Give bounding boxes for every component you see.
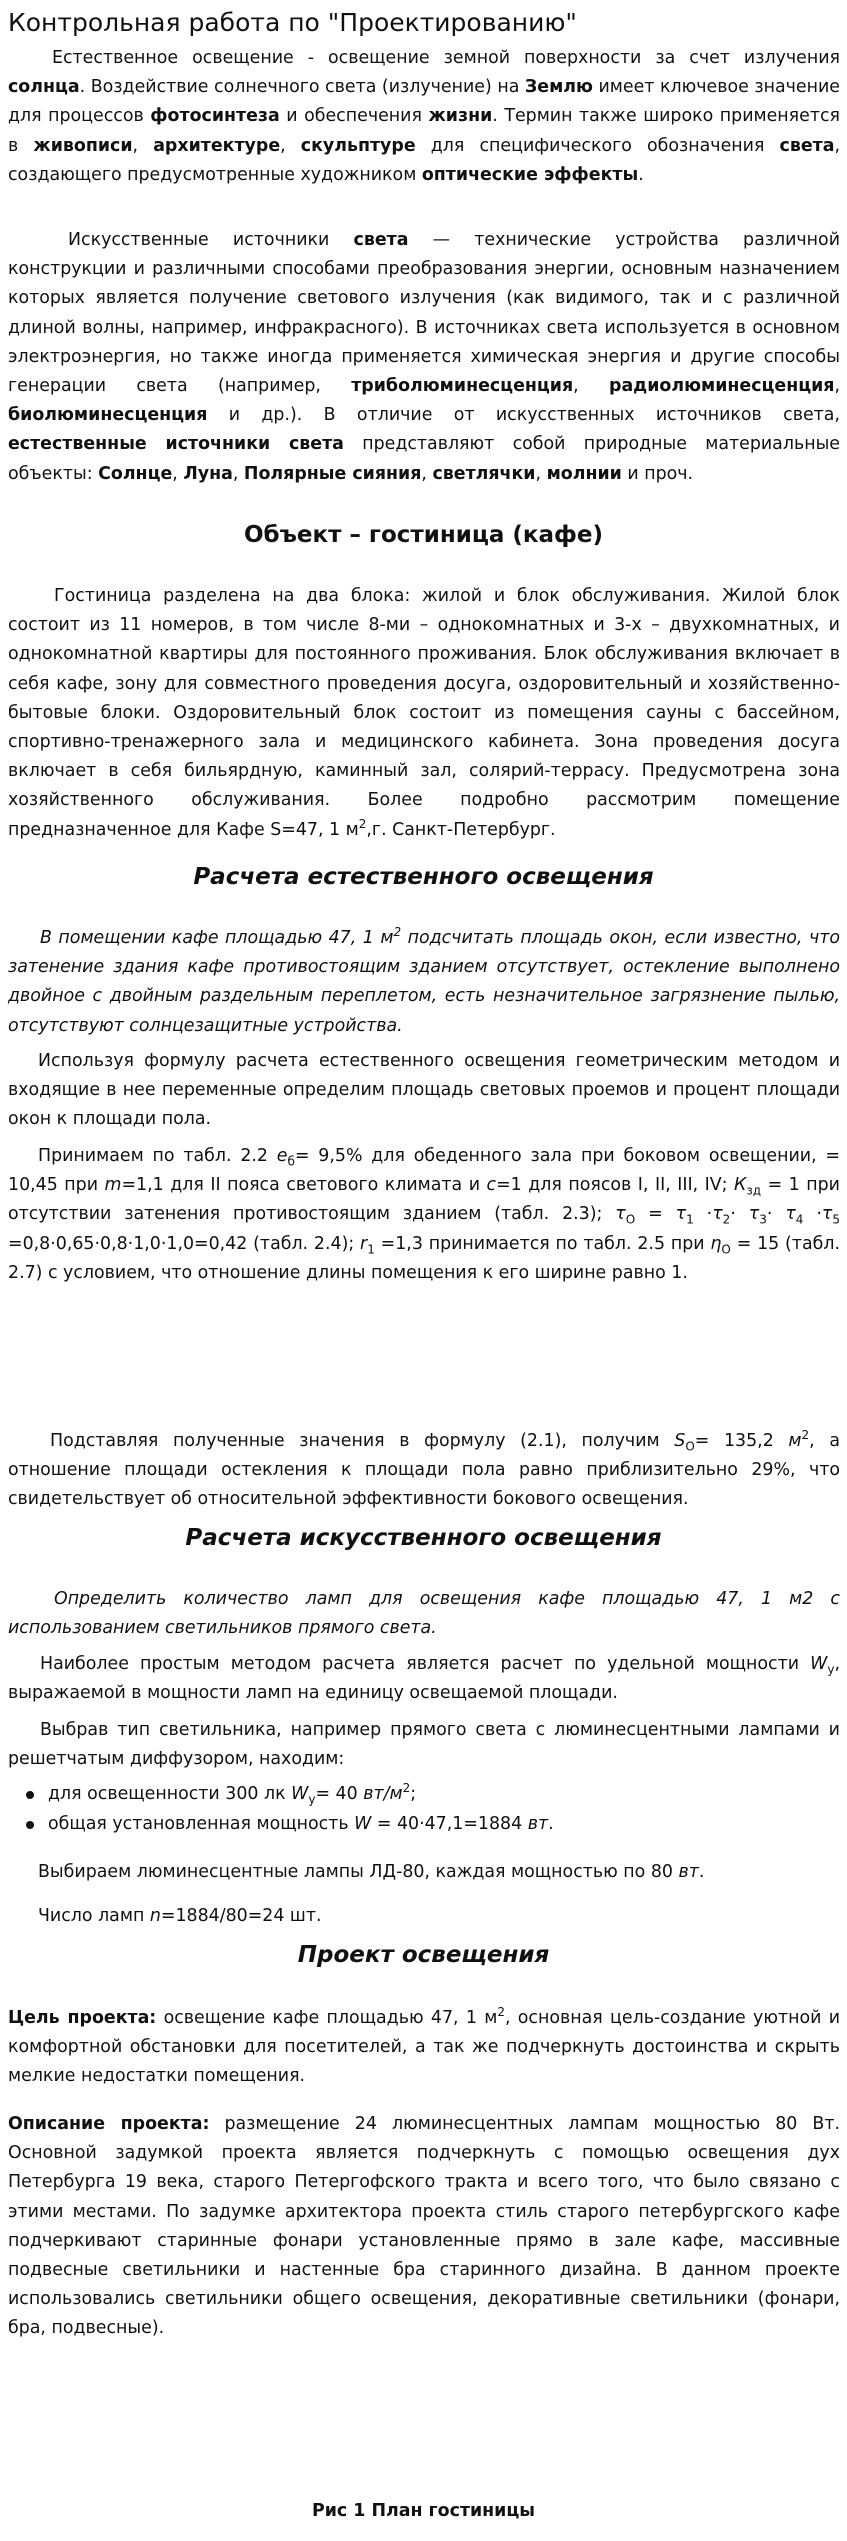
- project-goal-paragraph: [8, 2004, 840, 2092]
- subscript: 3: [759, 1212, 767, 1227]
- bold-term: света: [779, 135, 835, 156]
- bold-term: жизни: [428, 106, 493, 127]
- text-run: = 1 при отсутствии затенения противостоящим зданием (табл. 2.3);: [8, 1175, 840, 1225]
- intro-paragraph-artificial-light: [8, 226, 840, 489]
- unit-m2: м: [788, 1431, 802, 1451]
- subscript: y: [827, 1662, 835, 1677]
- text-run: .: [638, 164, 644, 185]
- text-run: и обеспечения: [279, 106, 429, 127]
- var-w: W: [291, 1784, 309, 1804]
- subscript: зд: [746, 1183, 762, 1198]
- lamp-count-paragraph: [8, 1902, 840, 1931]
- subscript: 1: [367, 1242, 375, 1257]
- text-run: , выражаемой в мощности ламп на единицу освещаемой площади.: [8, 1654, 840, 1704]
- text-run: ,: [232, 463, 244, 484]
- var-tau: τ: [615, 1204, 626, 1225]
- var-w: W: [810, 1654, 828, 1674]
- text-run: = 9,5% для обеденного зала при боковом освещении, = 10,45 при: [8, 1146, 840, 1196]
- object-paragraph: [8, 582, 840, 845]
- bold-term: триболюминесценция: [351, 376, 574, 397]
- bold-term: Луна: [183, 463, 233, 484]
- text-run: , создающего предусмотренные художником: [8, 135, 840, 185]
- natural-lighting-heading: Расчета естественного освещения: [193, 864, 654, 890]
- text-run: , основная цель-создание уютной и комфортной обстановки для посетителей, а так же подчеркнуть достоинства и скрыть мелкие недостатки помещения.: [8, 2008, 840, 2087]
- text-run: Подставляя полученные значения в формулу (2.1), получим: [50, 1431, 675, 1451]
- subscript: O: [721, 1242, 731, 1257]
- subscript: y: [308, 1792, 316, 1807]
- text-run: В помещении кафе площадью 47, 1 м: [40, 928, 394, 948]
- object-heading: Объект – гостиница (кафе): [243, 522, 603, 548]
- var-e: e: [276, 1146, 288, 1166]
- var-n: n: [149, 1906, 161, 1926]
- description-label: Описание проекта:: [8, 2114, 210, 2134]
- bold-term: света: [353, 230, 409, 250]
- subscript: 5: [832, 1212, 840, 1227]
- subscript: 2: [722, 1212, 731, 1227]
- text-run: =1,3 принимается по табл. 2.5 при: [374, 1233, 711, 1254]
- text-run: = 40: [315, 1784, 364, 1804]
- text-run: ,: [573, 376, 609, 397]
- text-run: Выбираем люминесцентные лампы ЛД-80, каждая мощностью по 80: [38, 1862, 679, 1882]
- bold-term: солнца: [8, 77, 80, 98]
- text-run: представляют собой природные материальные объекты:: [8, 434, 840, 484]
- bold-term: Землю: [524, 77, 593, 98]
- bold-term: оптические эффекты: [421, 164, 639, 185]
- text-run: Искусственные источники: [68, 230, 354, 250]
- unit: вт: [678, 1862, 699, 1882]
- bold-term: радиолюминесценция: [609, 376, 835, 397]
- text-run: Выбрав тип светильника, например прямого света с люминесцентными лампами и решетчатым диффузором, находим:: [8, 1720, 840, 1770]
- natural-task-paragraph: [8, 924, 840, 1041]
- var-tau: τ: [675, 1204, 687, 1225]
- superscript: 2: [358, 816, 367, 831]
- text-run: и др.). В отличие от искусственных источников света,: [207, 405, 840, 426]
- artificial-task-paragraph: [8, 1585, 840, 1643]
- text-run: =1 для поясов I, II, III, IV;: [496, 1175, 735, 1196]
- var-eta: η: [710, 1233, 722, 1254]
- var-tau: τ: [748, 1204, 760, 1225]
- var-tau: τ: [821, 1204, 833, 1225]
- artificial-method-paragraph: [8, 1650, 840, 1708]
- text-run: ,: [132, 135, 154, 156]
- text-run: имеет ключевое значение для процессов: [8, 77, 840, 127]
- artificial-choice-paragraph: [8, 1716, 840, 1774]
- var-m: m: [104, 1175, 122, 1196]
- text-run: Используя формулу расчета естественного освещения геометрическим методом и входящие в нее переменные определим площадь световых проемов и процент площади окон к площади пола.: [8, 1051, 840, 1130]
- natural-result-paragraph: [8, 1427, 840, 1515]
- text-run: = 15 (табл. 2.7) с условием, что отношение длины помещения к его ширине равно 1.: [8, 1233, 840, 1283]
- bold-term: естественные источники света: [8, 434, 344, 455]
- text-run: ·: [766, 1204, 786, 1225]
- bold-term: фотосинтеза: [150, 106, 280, 127]
- text-run: =0,8·0,65·0,8·1,0·1,0=0,42 (табл. 2.4);: [8, 1233, 361, 1254]
- subscript: 4: [795, 1212, 804, 1227]
- text-run: . Термин также широко применяется в: [8, 106, 840, 156]
- bold-term: скульптуре: [300, 135, 416, 156]
- text-run: ·: [730, 1204, 749, 1225]
- text-run: ,: [421, 463, 433, 484]
- unit: вт/м: [363, 1784, 403, 1804]
- subscript: O: [625, 1212, 636, 1227]
- text-run: . Воздействие солнечного света (излучение) на: [79, 77, 525, 98]
- text-run: Естественное освещение - освещение земной поверхности за счет излучения: [52, 48, 840, 68]
- calculation-list: [8, 1779, 840, 1839]
- intro-paragraph-natural-light: [8, 44, 840, 190]
- list-item: [8, 1779, 840, 1809]
- text-run: =: [635, 1204, 676, 1225]
- superscript: 2: [801, 1428, 810, 1443]
- text-run: ;: [410, 1784, 417, 1804]
- lighting-project-heading: Проект освещения: [297, 1942, 550, 1968]
- subscript: б: [287, 1154, 295, 1169]
- text-run: =1,1 для II пояса светового климата и: [121, 1175, 487, 1196]
- text-run: освещение кафе площадью 47, 1 м: [156, 2008, 498, 2028]
- figure-caption: Рис 1 План гостиницы: [312, 2501, 535, 2521]
- unit: вт: [527, 1814, 549, 1834]
- text-run: подсчитать площадь окон, если известно, что затенение здания кафе противостоящим зданием отсутствует, остекление выполнено двойное с двойным раздельным переплетом, есть незначительное загрязнение пылью, отсутствуют солнцезащитные устройства.: [8, 928, 840, 1036]
- lamp-choice-paragraph: [8, 1858, 840, 1887]
- list-item: [8, 1809, 840, 1839]
- text-run: ·: [693, 1204, 713, 1225]
- text-run: =1884/80=24 шт.: [160, 1906, 322, 1926]
- bold-term: молнии: [546, 463, 622, 484]
- text-run: Число ламп: [38, 1906, 150, 1926]
- superscript: 2: [393, 925, 402, 940]
- goal-label: Цель проекта:: [8, 2008, 157, 2028]
- text-run: — технические устройства различной конструкции и различными способами преобразования энергии, основным назначением которых является получение светового излучения (как видимого, так и с различной длиной волны, например, инфракрасного). В источниках света используется в основном электроэнергия, но также иногда применяется химическая энергия и другие способы генерации света (например,: [8, 230, 840, 397]
- text-run: = 40·47,1=1884: [371, 1814, 528, 1834]
- text-run: ,г. Санкт-Петербург.: [366, 819, 556, 840]
- bold-term: Солнце: [98, 463, 173, 484]
- text-run: Определить количество ламп для освещения кафе площадью 47, 1 м2 с использованием светильников прямого света.: [8, 1589, 840, 1639]
- text-run: Принимаем по табл. 2.2: [38, 1146, 277, 1166]
- text-run: для освещенности 300 лк: [48, 1784, 292, 1804]
- bold-term: архитектуре: [153, 135, 281, 156]
- text-run: = 135,2: [694, 1431, 789, 1451]
- subscript: 1: [686, 1212, 694, 1227]
- text-run: ,: [834, 376, 840, 397]
- text-run: размещение 24 люминесцентных лампам мощностью 80 Вт. Основной задумкой проекта является подчеркнуть с помощью освещения дух Петербурга 19 века, старого Петергофского тракта и всего того, что было связано с этими местами. По задумке архитектора проекта стиль старого петербургского кафе подчеркивают старинные фонари установленные прямо в зале кафе, массивные подвесные светильники и настенные бра старинного дизайна. В данном проекте использовались светильники общего освещения, декоративные светильники (фонари, бра, подвесные).: [8, 2114, 840, 2339]
- text-run: ,: [172, 463, 184, 484]
- var-c: с: [486, 1175, 497, 1196]
- text-run: ,: [280, 135, 301, 156]
- text-run: Гостиница разделена на два блока: жилой и блок обслуживания. Жилой блок состоит из 11 номеров, в том числе 8-ми – однокомнатных и 3-х – двухкомнатных, и однокомнатной квартиры для постоянного проживания. Блок обслуживания включает в себя кафе, зону для совместного проведения досуга, оздоровительный и хозяйственно-бытовые блоки. Оздоровительный блок состоит из помещения сауны с бассейном, спортивно-тренажерного зала и медицинского кабинета. Зона проведения досуга включает в себя бильярдную, каминный зал, солярий-террасу. Предусмотрена зона хозяйственного обслуживания. Более подробно рассмотрим помещение предназначенное для Кафе S=47, 1 м: [8, 586, 840, 840]
- text-run: и проч.: [621, 463, 694, 484]
- var-w: W: [354, 1814, 372, 1834]
- text-run: для специфического обозначения: [415, 135, 780, 156]
- bold-term: живописи: [33, 135, 133, 156]
- superscript: 2: [497, 2005, 505, 2020]
- var-k: К: [734, 1175, 747, 1196]
- text-run: Наиболее простым методом расчета является расчет по удельной мощности: [40, 1654, 811, 1674]
- bold-term: Полярные сияния: [243, 463, 422, 484]
- text-run: , а отношение площади остекления к площади пола равно приблизительно 29%, что свидетельствует об относительной эффективности бокового освещения.: [8, 1431, 840, 1510]
- text-run: .: [698, 1862, 705, 1882]
- text-run: .: [548, 1814, 554, 1834]
- project-description-paragraph: [8, 2110, 840, 2344]
- artificial-lighting-heading: Расчета искусственного освещения: [185, 1525, 662, 1551]
- natural-parameters-paragraph: [8, 1142, 840, 1288]
- bold-term: биолюминесценция: [8, 405, 208, 426]
- bold-term: светлячки: [432, 463, 536, 484]
- superscript: 2: [402, 1781, 411, 1796]
- var-s: S: [674, 1431, 686, 1451]
- subscript: O: [685, 1439, 695, 1454]
- text-run: ,: [535, 463, 547, 484]
- text-run: общая установленная мощность: [48, 1814, 355, 1834]
- text-run: ·: [803, 1204, 822, 1225]
- var-tau: τ: [712, 1204, 723, 1225]
- var-r: r: [360, 1233, 368, 1254]
- page-title: Контрольная работа по "Проектированию": [8, 8, 577, 37]
- var-tau: τ: [785, 1204, 796, 1225]
- natural-method-paragraph: [8, 1047, 840, 1135]
